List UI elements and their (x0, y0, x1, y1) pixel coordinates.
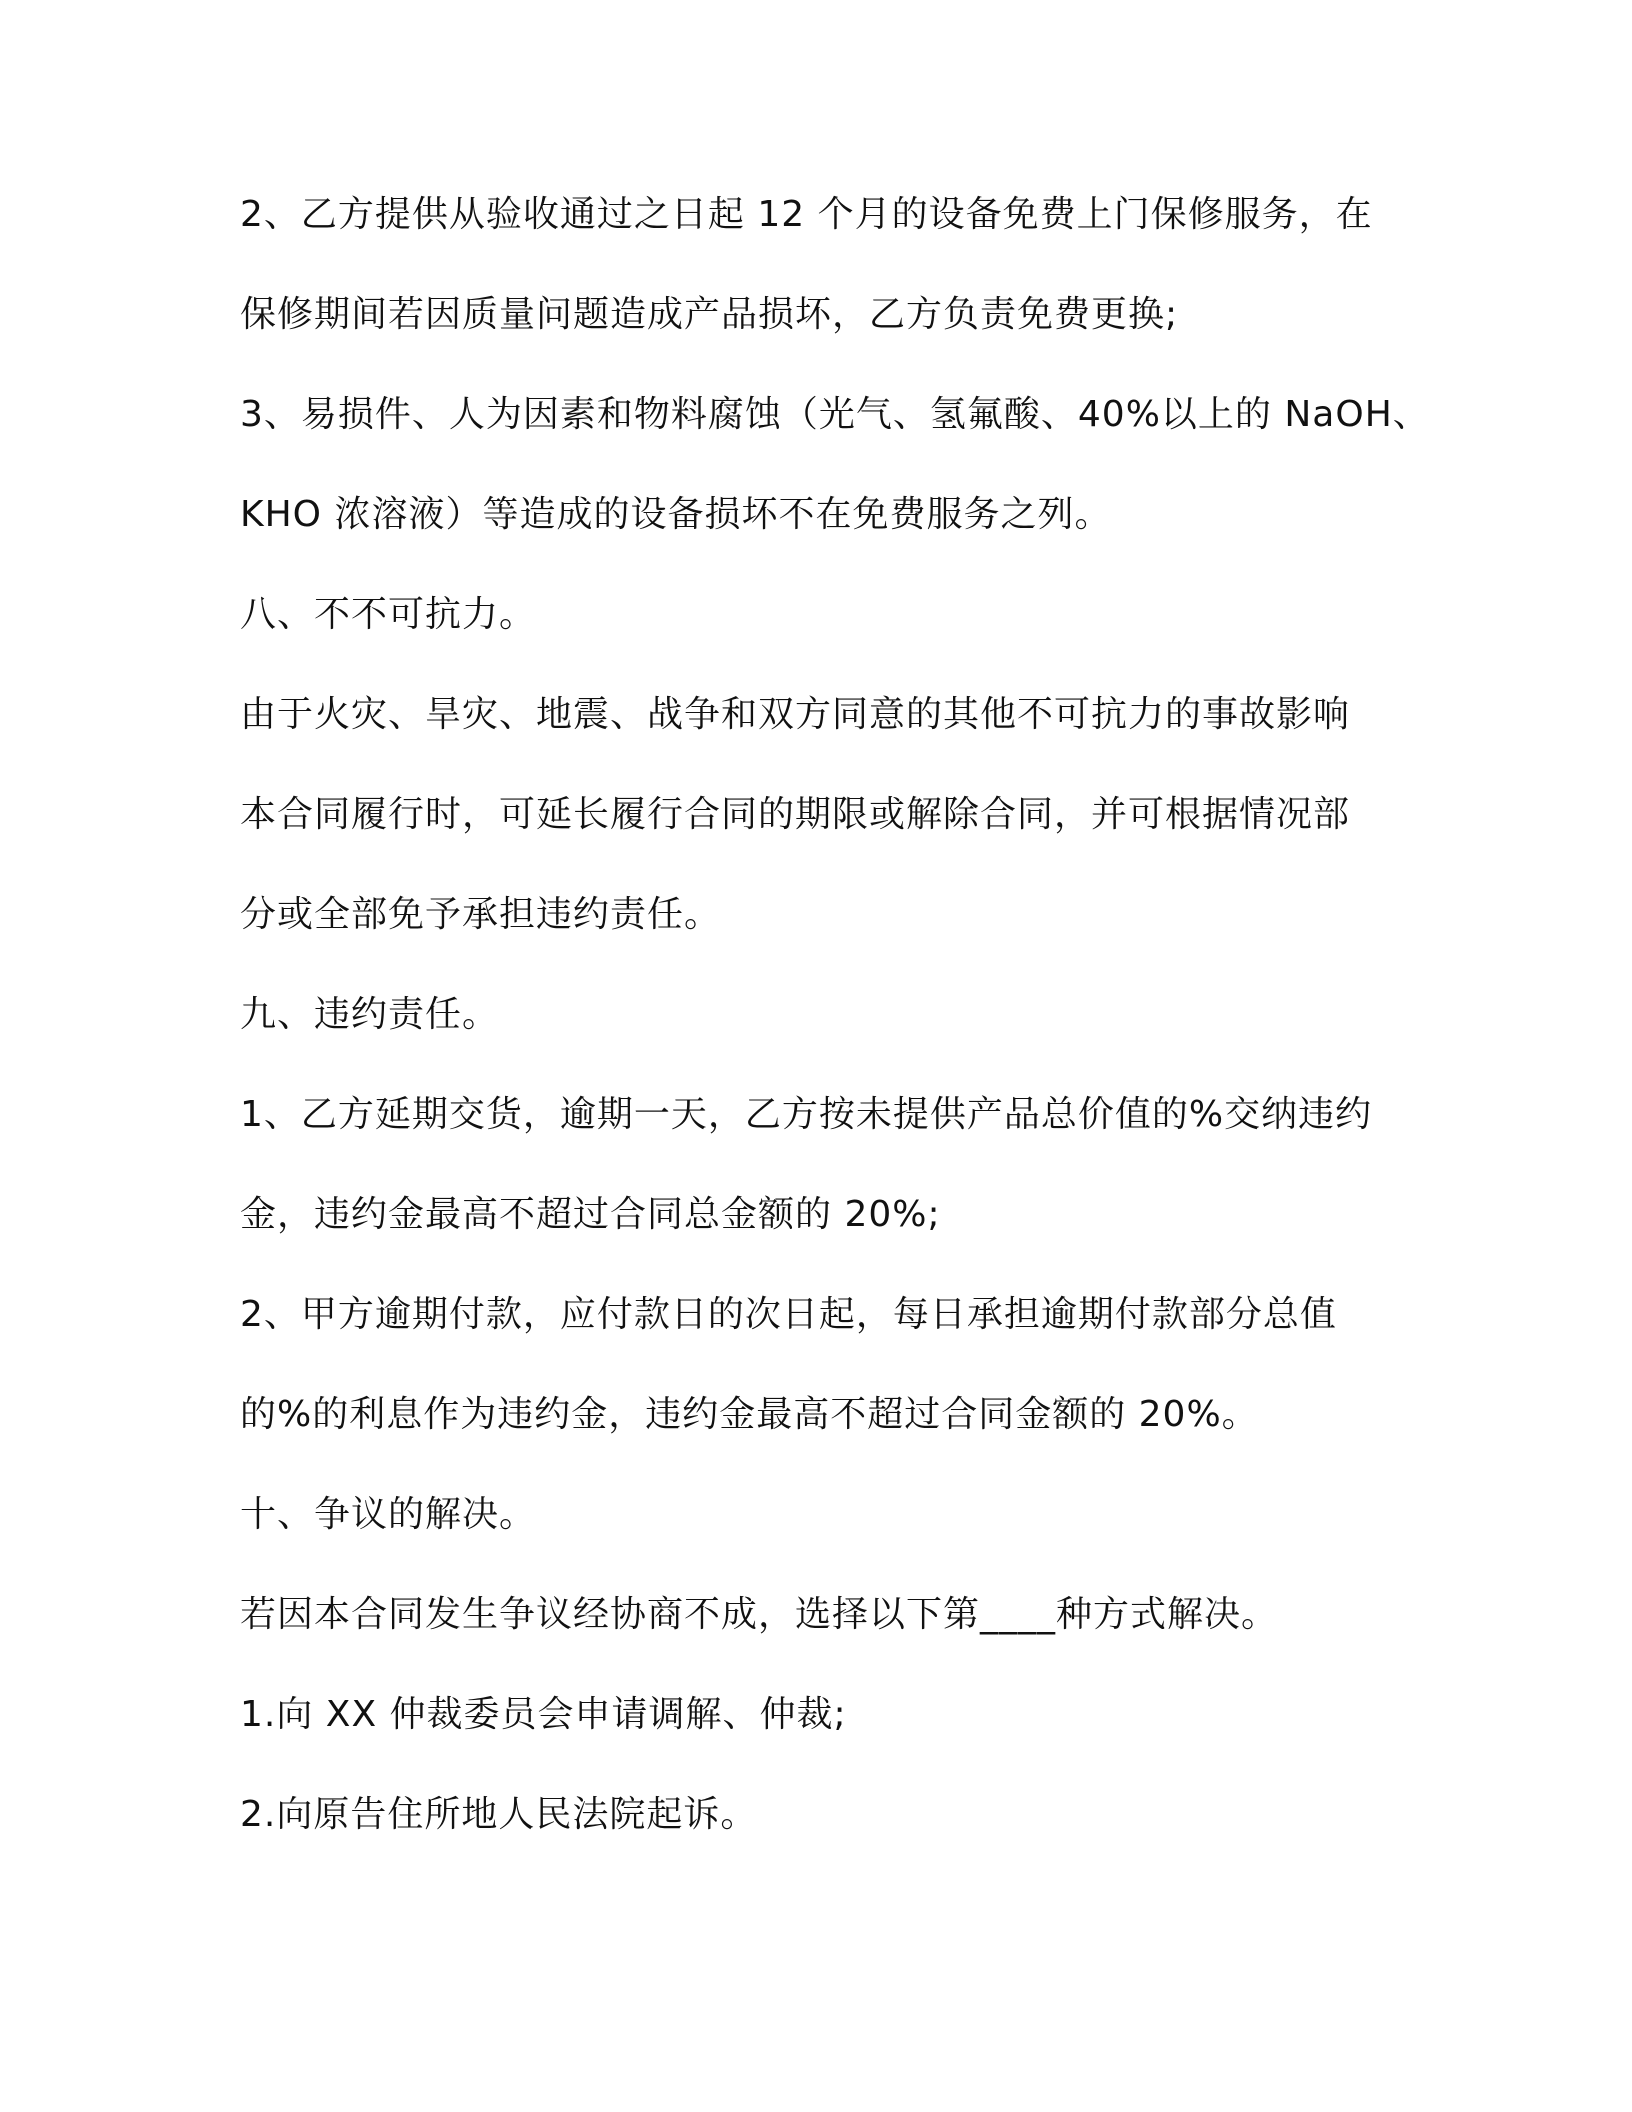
clause-8-line-2: 本合同履行时，可延长履行合同的期限或解除合同，并可根据情况部 (240, 794, 1351, 835)
clause-7-item-2-line-2: 保修期间若因质量问题造成产品损坏，乙方负责免费更换; (240, 294, 1179, 335)
clause-9-item-1-line-1: 1、乙方延期交货，逾期一天，乙方按未提供产品总价值的%交纳违约 (240, 1094, 1373, 1135)
clause-10-intro: 若因本合同发生争议经协商不成，选择以下第____种方式解决。 (240, 1594, 1279, 1635)
clause-9-item-1-line-2: 金，违约金最高不超过合同总金额的 20%; (240, 1194, 941, 1235)
section-heading-force-majeure: 八、不不可抗力。 (240, 594, 537, 635)
section-heading-dispute-resolution: 十、争议的解决。 (240, 1494, 537, 1535)
clause-7-item-2-line-1: 2、乙方提供从验收通过之日起 12 个月的设备免费上门保修服务，在 (240, 194, 1373, 235)
clause-10-option-1: 1.向 XX 仲裁委员会申请调解、仲裁; (240, 1694, 847, 1735)
clause-8-line-3: 分或全部免予承担违约责任。 (240, 894, 722, 935)
clause-10-option-2: 2.向原告住所地人民法院起诉。 (240, 1794, 758, 1835)
clause-7-item-3-line-1: 3、易损件、人为因素和物料腐蚀（光气、氢氟酸、40%以上的 NaOH、 (240, 394, 1430, 435)
clause-8-line-1: 由于火灾、旱灾、地震、战争和双方同意的其他不可抗力的事故影响 (240, 694, 1351, 735)
clause-7-item-3-line-2: KHO 浓溶液）等造成的设备损坏不在免费服务之列。 (240, 494, 1112, 535)
section-heading-breach-liability: 九、违约责任。 (240, 994, 500, 1035)
clause-9-item-2-line-1: 2、甲方逾期付款，应付款日的次日起，每日承担逾期付款部分总值 (240, 1294, 1337, 1335)
clause-9-item-2-line-2: 的%的利息作为违约金，违约金最高不超过合同金额的 20%。 (240, 1394, 1259, 1435)
